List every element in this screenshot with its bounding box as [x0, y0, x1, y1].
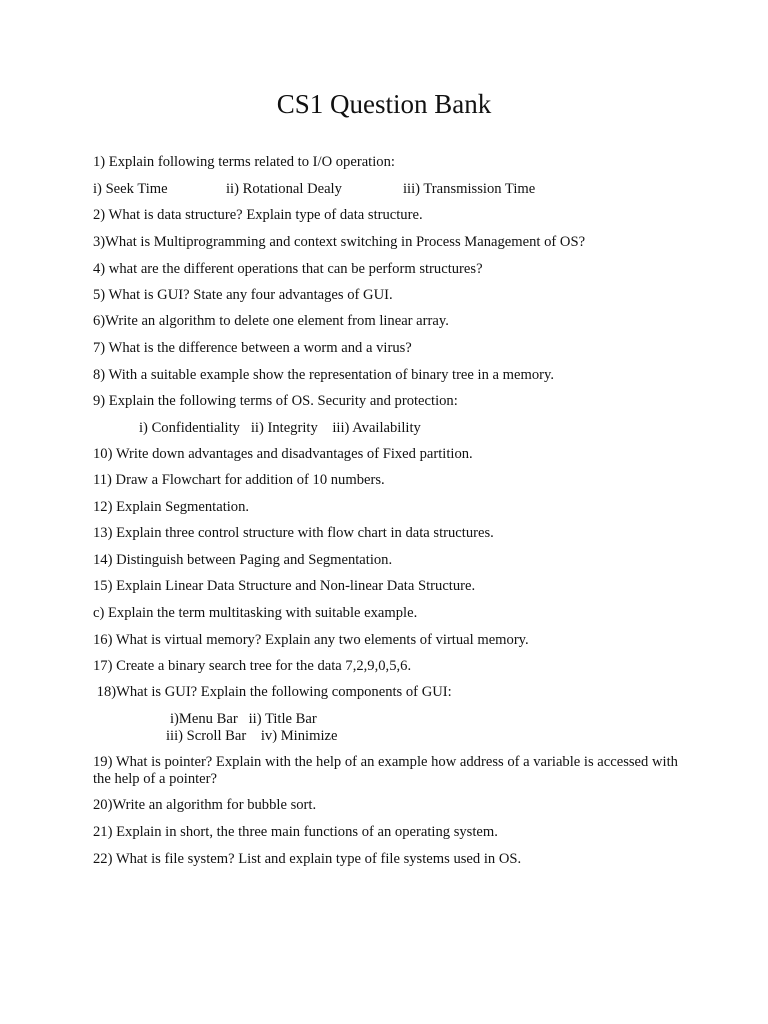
question-7: 7) What is the difference between a worm and a virus?: [93, 340, 412, 356]
question-19: 19) What is pointer? Explain with the help of an example how address of a variable is accessed with the help of a pointer?: [93, 754, 678, 787]
question-20: 20)Write an algorithm for bubble sort.: [93, 797, 317, 813]
question-18-terms-line-2: iii) Scroll Bar iv) Minimize: [166, 728, 338, 744]
question-17: 17) Create a binary search tree for the data 7,2,9,0,5,6.: [93, 658, 412, 674]
question-22: 22) What is file system? List and explain type of file systems used in OS.: [93, 851, 522, 867]
page-title: CS1 Question Bank: [276, 89, 492, 119]
question-3: 3)What is Multiprogramming and context switching in Process Management of OS?: [93, 234, 586, 250]
question-16: 16) What is virtual memory? Explain any two elements of virtual memory.: [93, 632, 529, 648]
question-15: 15) Explain Linear Data Structure and Non-linear Data Structure.: [93, 578, 476, 594]
question-11: 11) Draw a Flowchart for addition of 10 numbers.: [93, 472, 385, 488]
question-14: 14) Distinguish between Paging and Segmentation.: [93, 552, 393, 568]
question-8: 8) With a suitable example show the representation of binary tree in a memory.: [93, 367, 554, 383]
question-4: 4) what are the different operations that can be perform structures?: [93, 261, 483, 277]
question-18-terms-line-1: i)Menu Bar ii) Title Bar: [170, 711, 317, 727]
question-9: 9) Explain the following terms of OS. Security and protection:: [93, 393, 458, 409]
term-rotational-delay: ii) Rotational Dealy: [226, 181, 342, 197]
question-9-terms: i) Confidentiality ii) Integrity iii) Availability: [139, 420, 421, 436]
term-transmission-time: iii) Transmission Time: [403, 181, 536, 197]
question-2: 2) What is data structure? Explain type of data structure.: [93, 207, 423, 223]
question-21: 21) Explain in short, the three main functions of an operating system.: [93, 824, 498, 840]
question-13: 13) Explain three control structure with flow chart in data structures.: [93, 525, 494, 541]
question-6: 6)Write an algorithm to delete one element from linear array.: [93, 313, 449, 329]
question-12: 12) Explain Segmentation.: [93, 499, 250, 515]
term-seek-time: i) Seek Time: [93, 181, 168, 197]
question-1: 1) Explain following terms related to I/O operation:: [93, 154, 395, 170]
question-10: 10) Write down advantages and disadvantages of Fixed partition.: [93, 446, 473, 462]
question-5: 5) What is GUI? State any four advantages of GUI.: [93, 287, 393, 303]
question-c: c) Explain the term multitasking with suitable example.: [93, 605, 418, 621]
question-18: 18)What is GUI? Explain the following components of GUI:: [93, 684, 452, 700]
